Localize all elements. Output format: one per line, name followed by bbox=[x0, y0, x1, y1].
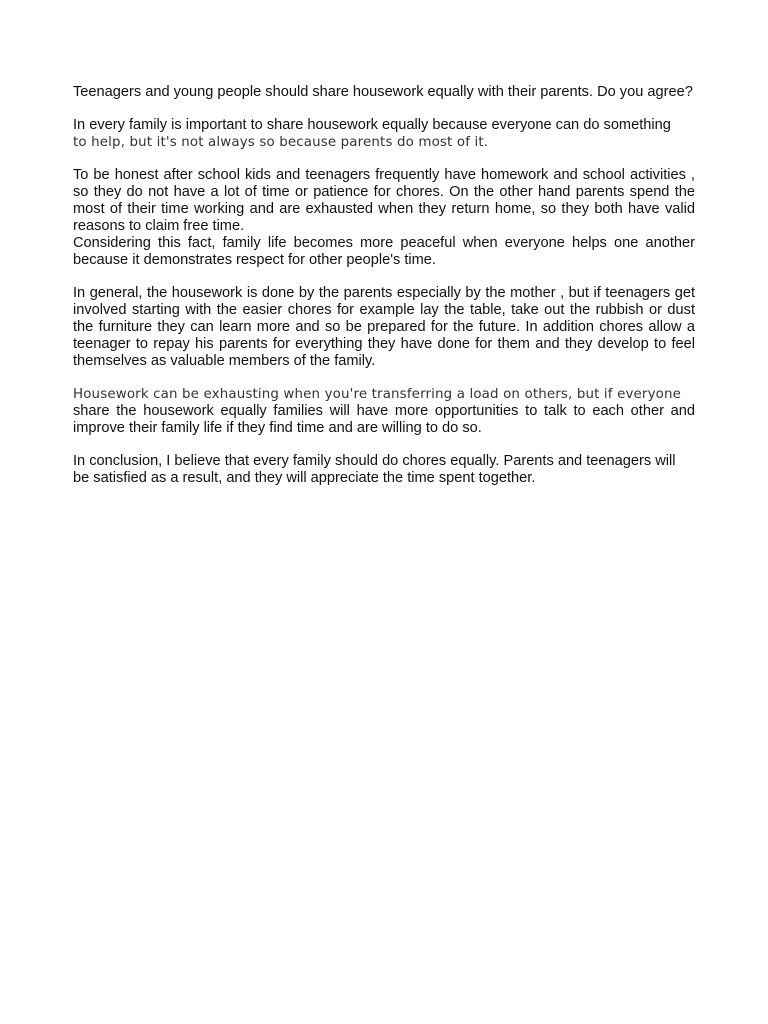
body-paragraph-5 bbox=[73, 386, 695, 437]
paragraph-5-line-1: Housework can be exhausting when you're transferring a load on others, but if everyone bbox=[73, 387, 682, 402]
body-paragraph-2: To be honest after school kids and teenagers frequently have homework and school activities , so they do not have a lot of time or patience for chores. On the other hand parents spend the most of their time working and are exhausted when they return home, so they both have valid reasons to claim free time. bbox=[73, 167, 695, 234]
intro-paragraph bbox=[73, 117, 695, 151]
intro-line-2: to help, but it's not always so because parents do most of it. bbox=[73, 135, 489, 150]
essay-question: Teenagers and young people should share housework equally with their parents. Do you agree? bbox=[73, 84, 693, 100]
conclusion-paragraph: In conclusion, I believe that every family should do chores equally. Parents and teenagers will be satisfied as a result, and they will appreciate the time spent together. bbox=[73, 453, 676, 486]
body-paragraph-3: Considering this fact, family life becomes more peaceful when everyone helps one another because it demonstrates respect for other people's time. bbox=[73, 235, 695, 268]
body-paragraph-4: In general, the housework is done by the parents especially by the mother , but if teenagers get involved starting with the easier chores for example lay the table, take out the rubbish or dust the furniture they can learn more and so be prepared for the future. In addition chores allow a teenager to repay his parents for everything they have done for them and they develop to feel themselves as valuable members of the family. bbox=[73, 285, 695, 369]
intro-line-1: In every family is important to share housework equally because everyone can do something bbox=[73, 117, 671, 133]
paragraph-5-rest: share the housework equally families will have more opportunities to talk to each other and improve their family life if they find time and are willing to do so. bbox=[73, 403, 695, 436]
